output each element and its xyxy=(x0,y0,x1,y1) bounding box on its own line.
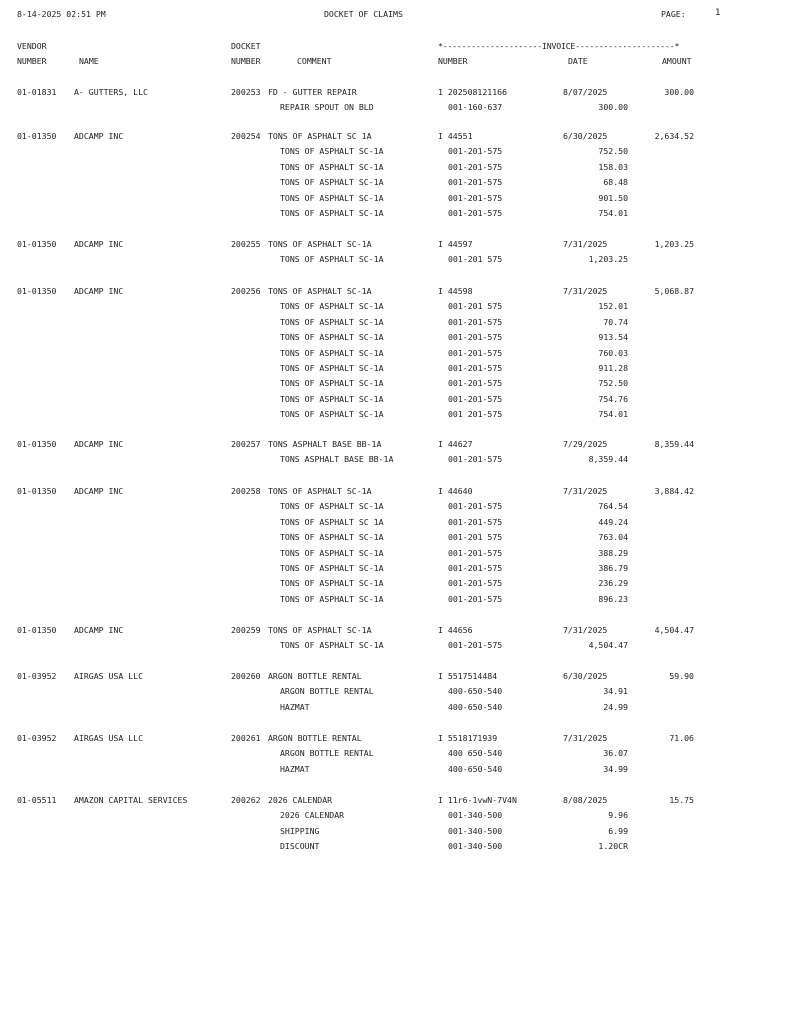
line-description: TONS OF ASPHALT SC-1A xyxy=(280,563,384,573)
line-amount: 68.48 xyxy=(603,177,628,188)
line-account: 001-201-575 xyxy=(448,378,503,389)
line-amount: 1,203.25 xyxy=(588,254,628,265)
line-amount: 236.29 xyxy=(598,578,628,589)
vendor-number: 01-01350 xyxy=(17,486,57,496)
line-account: 001-201 575 xyxy=(448,532,503,543)
line-account: 001-201-575 xyxy=(448,332,503,343)
line-description: ARGON BOTTLE RENTAL xyxy=(280,748,374,759)
line-description: TONS OF ASPHALT SC-1A xyxy=(280,363,384,373)
invoice-date: 8/08/2025 xyxy=(563,795,608,805)
invoice-number: I 44598 xyxy=(438,286,473,296)
invoice-date: 7/31/2025 xyxy=(563,239,608,249)
line-account: 001 201-575 xyxy=(448,409,503,420)
col-comment: COMMENT xyxy=(297,56,332,66)
line-description: TONS OF ASPHALT SC-1A xyxy=(280,409,384,420)
line-amount: 34.99 xyxy=(603,763,628,774)
line-amount: 913.54 xyxy=(598,332,628,343)
line-account: 001-201-575 xyxy=(448,593,503,604)
line-description: TONS OF ASPHALT SC-1A xyxy=(280,192,384,203)
line-description: TONS OF ASPHALT SC-1A xyxy=(280,254,384,265)
invoice-amount: 2,634.52 xyxy=(654,131,694,141)
line-description: TONS OF ASPHALT SC-1A xyxy=(280,593,384,604)
line-description: TONS OF ASPHALT SC-1A xyxy=(280,578,384,589)
page-label: PAGE: xyxy=(661,9,686,19)
line-description: ARGON BOTTLE RENTAL xyxy=(280,686,374,697)
vendor-name: ADCAMP INC xyxy=(74,439,124,449)
line-amount: 9.96 xyxy=(608,810,628,821)
invoice-date: 7/31/2025 xyxy=(563,733,608,743)
line-description: DISCOUNT xyxy=(280,841,320,852)
docket-comment: TONS OF ASPHALT SC-1A xyxy=(268,286,372,296)
docket-number: 200257 xyxy=(231,439,261,449)
docket-number: 200261 xyxy=(231,733,261,743)
vendor-number: 01-01350 xyxy=(17,286,57,296)
docket-number: 200259 xyxy=(231,625,261,635)
invoice-date: 7/29/2025 xyxy=(563,439,608,449)
line-account: 001-340-500 xyxy=(448,810,503,821)
line-description: REPAIR SPOUT ON BLD xyxy=(280,102,374,113)
vendor-name: AIRGAS USA LLC xyxy=(74,733,144,743)
vendor-number: 01-01350 xyxy=(17,625,57,635)
col-date: DATE xyxy=(568,56,588,66)
vendor-number: 01-01350 xyxy=(17,239,57,249)
line-description: TONS OF ASPHALT SC-1A xyxy=(280,332,384,343)
docket-number: 200262 xyxy=(231,795,261,805)
line-amount: 4,504.47 xyxy=(588,640,628,651)
line-amount: 760.03 xyxy=(598,347,628,358)
line-amount: 901.50 xyxy=(598,192,628,203)
col-name: NAME xyxy=(79,56,99,66)
line-description: TONS OF ASPHALT SC-1A xyxy=(280,532,384,543)
line-description: TONS OF ASPHALT SC-1A xyxy=(280,347,384,358)
line-description: TONS OF ASPHALT SC-1A xyxy=(280,177,384,188)
line-account: 001-340-500 xyxy=(448,841,503,852)
line-account: 001-201-575 xyxy=(448,563,503,573)
line-amount: 896.23 xyxy=(598,593,628,604)
line-amount: 152.01 xyxy=(598,301,628,312)
docket-comment: TONS OF ASPHALT SC 1A xyxy=(268,131,372,141)
line-account: 001-201-575 xyxy=(448,501,503,512)
line-description: TONS OF ASPHALT SC 1A xyxy=(280,516,384,527)
col-invoice-number: NUMBER xyxy=(438,56,468,66)
vendor-name: ADCAMP INC xyxy=(74,286,124,296)
vendor-name: ADCAMP INC xyxy=(74,131,124,141)
docket-number: 200254 xyxy=(231,131,261,141)
report-timestamp: 8-14-2025 02:51 PM xyxy=(17,9,106,19)
line-description: TONS OF ASPHALT SC-1A xyxy=(280,501,384,512)
line-account: 001-201-575 xyxy=(448,363,503,373)
docket-number: 200253 xyxy=(231,87,261,97)
invoice-number: I 44551 xyxy=(438,131,473,141)
line-account: 400-650-540 xyxy=(448,701,503,712)
docket-comment: TONS OF ASPHALT SC-1A xyxy=(268,486,372,496)
vendor-number: 01-01831 xyxy=(17,87,57,97)
line-account: 001-201-575 xyxy=(448,146,503,157)
line-account: 001-201-575 xyxy=(448,454,503,465)
line-account: 400-650-540 xyxy=(448,763,503,774)
invoice-amount: 5,068.87 xyxy=(654,286,694,296)
line-account: 001-201-575 xyxy=(448,516,503,527)
line-description: 2026 CALENDAR xyxy=(280,810,345,821)
vendor-name: ADCAMP INC xyxy=(74,486,124,496)
invoice-number: I 5517514484 xyxy=(438,671,498,681)
line-description: TONS OF ASPHALT SC-1A xyxy=(280,146,384,157)
line-account: 001-201 575 xyxy=(448,301,503,312)
line-account: 001-201-575 xyxy=(448,177,503,188)
invoice-amount: 71.06 xyxy=(669,733,694,743)
docket-comment: TONS OF ASPHALT SC-1A xyxy=(268,239,372,249)
line-account: 001-201-575 xyxy=(448,547,503,558)
line-amount: 300.00 xyxy=(598,102,628,113)
line-amount: 8,359.44 xyxy=(588,454,628,465)
line-account: 001-160-637 xyxy=(448,102,503,113)
invoice-number: 1 202508121166 xyxy=(438,87,508,97)
line-amount: 754.01 xyxy=(598,409,628,420)
line-amount: 752.50 xyxy=(598,378,628,389)
line-amount: 388.29 xyxy=(598,547,628,558)
col-vendor-number: NUMBER xyxy=(17,56,47,66)
invoice-number: I 11r6-1vwN-7V4N xyxy=(438,795,517,805)
line-amount: 1.20CR xyxy=(598,841,628,852)
vendor-number: 01-01350 xyxy=(17,131,57,141)
invoice-number: I 44627 xyxy=(438,439,473,449)
invoice-date: 6/30/2025 xyxy=(563,131,608,141)
line-description: TONS OF ASPHALT SC-1A xyxy=(280,316,384,327)
line-amount: 36.07 xyxy=(603,748,628,759)
line-account: 400-650-540 xyxy=(448,686,503,697)
invoice-date: 8/07/2025 xyxy=(563,87,608,97)
invoice-date: 7/31/2025 xyxy=(563,486,608,496)
docket-number: 200258 xyxy=(231,486,261,496)
line-account: 001-201 575 xyxy=(448,254,503,265)
line-description: TONS OF ASPHALT SC-1A xyxy=(280,393,384,404)
line-amount: 70.74 xyxy=(603,316,628,327)
invoice-amount: 4,504.47 xyxy=(654,625,694,635)
line-account: 001-201-575 xyxy=(448,578,503,589)
vendor-number: 01-03952 xyxy=(17,671,57,681)
line-amount: 158.03 xyxy=(598,161,628,172)
line-amount: 764.54 xyxy=(598,501,628,512)
line-amount: 754.76 xyxy=(598,393,628,404)
invoice-amount: 300.00 xyxy=(664,87,694,97)
col-docket-number: NUMBER xyxy=(231,56,261,66)
line-account: 001-201-575 xyxy=(448,208,503,218)
vendor-name: A- GUTTERS, LLC xyxy=(74,87,148,97)
col-amount: AMOUNT xyxy=(662,56,692,66)
docket-number: 200256 xyxy=(231,286,261,296)
line-account: 001-201-575 xyxy=(448,347,503,358)
vendor-name: AMAZON CAPITAL SERVICES xyxy=(74,795,188,805)
report-title: DOCKET OF CLAIMS xyxy=(324,9,403,19)
line-amount: 449.24 xyxy=(598,516,628,527)
line-description: TONS OF ASPHALT SC-1A xyxy=(280,301,384,312)
vendor-name: ADCAMP INC xyxy=(74,239,124,249)
invoice-amount: 3,884.42 xyxy=(654,486,694,496)
invoice-number: I 44656 xyxy=(438,625,473,635)
line-amount: 754.01 xyxy=(598,208,628,218)
line-account: 001-201-575 xyxy=(448,393,503,404)
docket-comment: TONS ASPHALT BASE BB-1A xyxy=(268,439,382,449)
line-amount: 34.91 xyxy=(603,686,628,697)
invoice-number: I 5518171939 xyxy=(438,733,498,743)
vendor-name: ADCAMP INC xyxy=(74,625,124,635)
docket-comment: ARGON BOTTLE RENTAL xyxy=(268,671,362,681)
line-description: SHIPPING xyxy=(280,825,320,836)
invoice-number: I 44597 xyxy=(438,239,473,249)
line-description: HAZMAT xyxy=(280,763,310,774)
line-description: HAZMAT xyxy=(280,701,310,712)
line-description: TONS ASPHALT BASE BB-1A xyxy=(280,454,394,465)
col-docket-top: DOCKET xyxy=(231,41,261,51)
line-description: TONS OF ASPHALT SC-1A xyxy=(280,378,384,389)
invoice-date: 7/31/2025 xyxy=(563,625,608,635)
vendor-number: 01-05511 xyxy=(17,795,57,805)
line-account: 001-340-500 xyxy=(448,825,503,836)
docket-number: 200255 xyxy=(231,239,261,249)
line-description: TONS OF ASPHALT SC-1A xyxy=(280,208,384,218)
invoice-number: I 44640 xyxy=(438,486,473,496)
line-account: 001-201-575 xyxy=(448,161,503,172)
line-account: 001-201-575 xyxy=(448,316,503,327)
docket-comment: ARGON BOTTLE RENTAL xyxy=(268,733,362,743)
docket-number: 200260 xyxy=(231,671,261,681)
vendor-number: 01-03952 xyxy=(17,733,57,743)
col-invoice-band: *---------------------INVOICE---------------------* xyxy=(438,41,680,51)
vendor-name: AIRGAS USA LLC xyxy=(74,671,144,681)
line-account: 001-201-575 xyxy=(448,640,503,651)
vendor-number: 01-01350 xyxy=(17,439,57,449)
line-amount: 763.04 xyxy=(598,532,628,543)
invoice-amount: 15.75 xyxy=(669,795,694,805)
line-amount: 752.50 xyxy=(598,146,628,157)
docket-comment: TONS OF ASPHALT SC-1A xyxy=(268,625,372,635)
line-description: TONS OF ASPHALT SC-1A xyxy=(280,547,384,558)
invoice-amount: 59.90 xyxy=(669,671,694,681)
line-account: 400 650-540 xyxy=(448,748,503,759)
line-amount: 6.99 xyxy=(608,825,628,836)
docket-comment: 2026 CALENDAR xyxy=(268,795,333,805)
invoice-date: 6/30/2025 xyxy=(563,671,608,681)
invoice-date: 7/31/2025 xyxy=(563,286,608,296)
invoice-amount: 1,203.25 xyxy=(654,239,694,249)
line-account: 001-201-575 xyxy=(448,192,503,203)
line-description: TONS OF ASPHALT SC-1A xyxy=(280,161,384,172)
invoice-amount: 8,359.44 xyxy=(654,439,694,449)
col-vendor-top: VENDOR xyxy=(17,41,47,51)
docket-comment: FD - GUTTER REPAIR xyxy=(268,87,357,97)
page-number: 1 xyxy=(715,8,721,18)
line-amount: 386.79 xyxy=(598,563,628,573)
line-amount: 911.28 xyxy=(598,363,628,373)
line-amount: 24.99 xyxy=(603,701,628,712)
line-description: TONS OF ASPHALT SC-1A xyxy=(280,640,384,651)
